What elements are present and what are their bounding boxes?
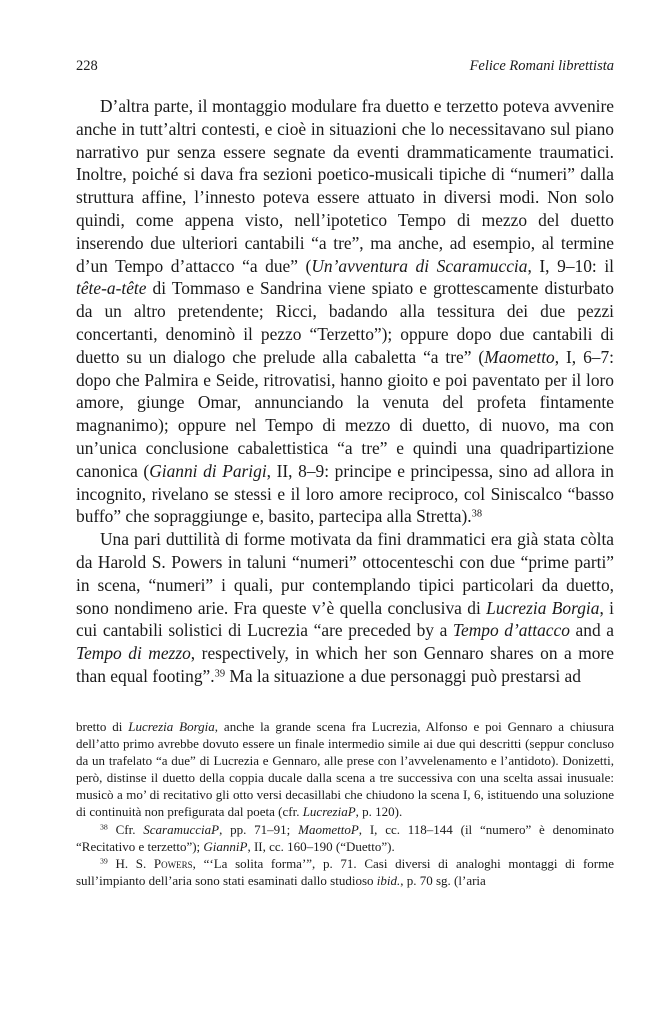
- title-italic: Gianni di Parigi: [149, 460, 267, 481]
- title-italic: Lucrezia Borgia: [128, 719, 215, 734]
- paragraph-1: [76, 95, 614, 528]
- abbrev-italic: ScaramucciaP: [143, 821, 220, 837]
- term-italic: tête-a-tête: [76, 278, 147, 299]
- text-run: , I, 6–7: dopo che Palmira e Seide, ritrovatisi, hanno gioito e poi paventato per il loro amore, giunge Omar, annunciando la venuta del profeta fintamente magnanimo); oppure nel Tempo di mezzo di duetto, di nuovo, ma con un’unica conclusione cabalettistica “a tre” e quindi una quadripartizione canonica (: [76, 346, 614, 481]
- text-run: and a: [569, 620, 614, 641]
- title-italic: Lucrezia Borgia: [486, 597, 600, 618]
- footnote-continuation: [76, 718, 614, 821]
- footnote-number: 38: [100, 822, 108, 832]
- author-name: H. S. Powers: [107, 855, 193, 871]
- text-run: , I, cc. 118–144 (il “numero” è denominato “Recitativo e terzetto”);: [76, 821, 614, 854]
- text-run: Ma la situazione a due personaggi può prestarsi ad: [225, 665, 581, 686]
- footnote-39: [76, 855, 614, 889]
- footnote-ref[interactable]: 39: [214, 668, 226, 680]
- text-run: Cfr.: [107, 821, 144, 837]
- paragraph-2: [76, 528, 614, 688]
- abbrev-italic: ibid.: [376, 872, 401, 888]
- term-italic: Tempo d’attacco: [452, 620, 570, 641]
- abbrev-italic: LucreziaP: [302, 804, 356, 820]
- text-run: , I, 9–10: il: [527, 255, 614, 276]
- title-italic: Maometto: [484, 346, 555, 367]
- text-run: , respectively, in which her son Gennaro shares on a more than equal footing”.: [76, 643, 614, 686]
- text-run: , II, 8–9: principe e principessa, sino ad allora in incognito, rivelano se stessi e il loro amore reciproco, col Siniscalco “basso buffo” che sopraggiunge e, basito, partecipa alla Stretta).: [76, 460, 614, 527]
- text-run: , p. 70 sg. (l’aria: [400, 872, 486, 888]
- footnote-number: 39: [100, 856, 108, 866]
- term-italic: Tempo di mezzo: [76, 643, 191, 664]
- text-run: , i cui cantabili solistici di Lucrezia “are preceded by a: [76, 597, 615, 641]
- footnote-38: [76, 821, 614, 855]
- text-run: di Tommaso e Sandrina viene spiato e grottescamente disturbato da un altro pretendente; Ricci, badando alla tessitura dei due pezzi concertanti, denominò il pezzo “Terzetto”); oppure dopo due cantabili di duetto su un dialogo che prelude alla cabaletta “a tre” (: [76, 278, 614, 367]
- text-run: Una pari duttilità di forme motivata da fini drammatici era già stata còlta da Harold S. Powers in taluni “numeri” ottocenteschi con due “prime parti” in scena, “numeri” i quali, pur contemplando tipici particolari da duetto, sono nondimeno arie. Fra queste v’è quella conclusiva di: [76, 529, 614, 618]
- page-number: 228: [76, 58, 98, 74]
- text-run: , “‘La solita forma’”, p. 71. Casi diversi di analoghi montaggi di forme sull’impianto dell’aria sono stati esaminati dallo studioso: [76, 855, 614, 888]
- text-run: D’altra parte, il montaggio modulare fra duetto e terzetto poteva avvenire anche in tutt’altri contesti, e cioè in situazioni che lo necessitavano sul piano narrativo pur senza essere segnate da eventi drammaticamente traumatici. Inoltre, poiché si dava fra sezioni poetico-musicali tipiche di “numeri” dalla struttura affine, l’innesto poteva essere attuato in diversi modi. Non solo quindi, come appena visto, nell’ipotetico Tempo di mezzo del duetto inserendo due ulteriori cantabili “a tre”, ma anche, ad esempio, al termine d’un Tempo d’attacco “a due” (: [76, 96, 614, 276]
- text-run: , pp. 71–91;: [219, 821, 299, 837]
- main-text: [76, 95, 614, 688]
- text-run: , p. 120).: [355, 804, 403, 820]
- text-run: , anche la grande scena fra Lucrezia, Alfonso e poi Gennaro a chiusura dell’atto primo avrebbe dovuto essere un finale intermedio simile ai due qui descritti (seppur concluso da un trafelato “a due” di Lucrezia e Gennaro, alle prese con l’avvelenamento e l’antidoto). Donizetti, però, distinse il duetto della coppia ducale dalla scena a tre successiva con una scelta assai inusuale: musicò a mo’ di recitativo gli otto versi decasillabi che chiudono la scena I, 6, istituendo una soluzione di continuità non prefigurata dal poeta (cfr.: [76, 719, 614, 820]
- title-italic: Un’avventura di Scaramuccia: [311, 255, 528, 276]
- footnotes: [76, 718, 614, 889]
- page-header: [76, 58, 614, 75]
- text-run: , II, cc. 160–190 (“Duetto”).: [247, 838, 395, 854]
- footnote-ref[interactable]: 38: [471, 508, 483, 520]
- text-run: bretto di: [76, 719, 129, 734]
- running-title: Felice Romani librettista: [469, 58, 614, 74]
- abbrev-italic: GianniP: [203, 838, 248, 854]
- abbrev-italic: MaomettoP: [298, 821, 359, 837]
